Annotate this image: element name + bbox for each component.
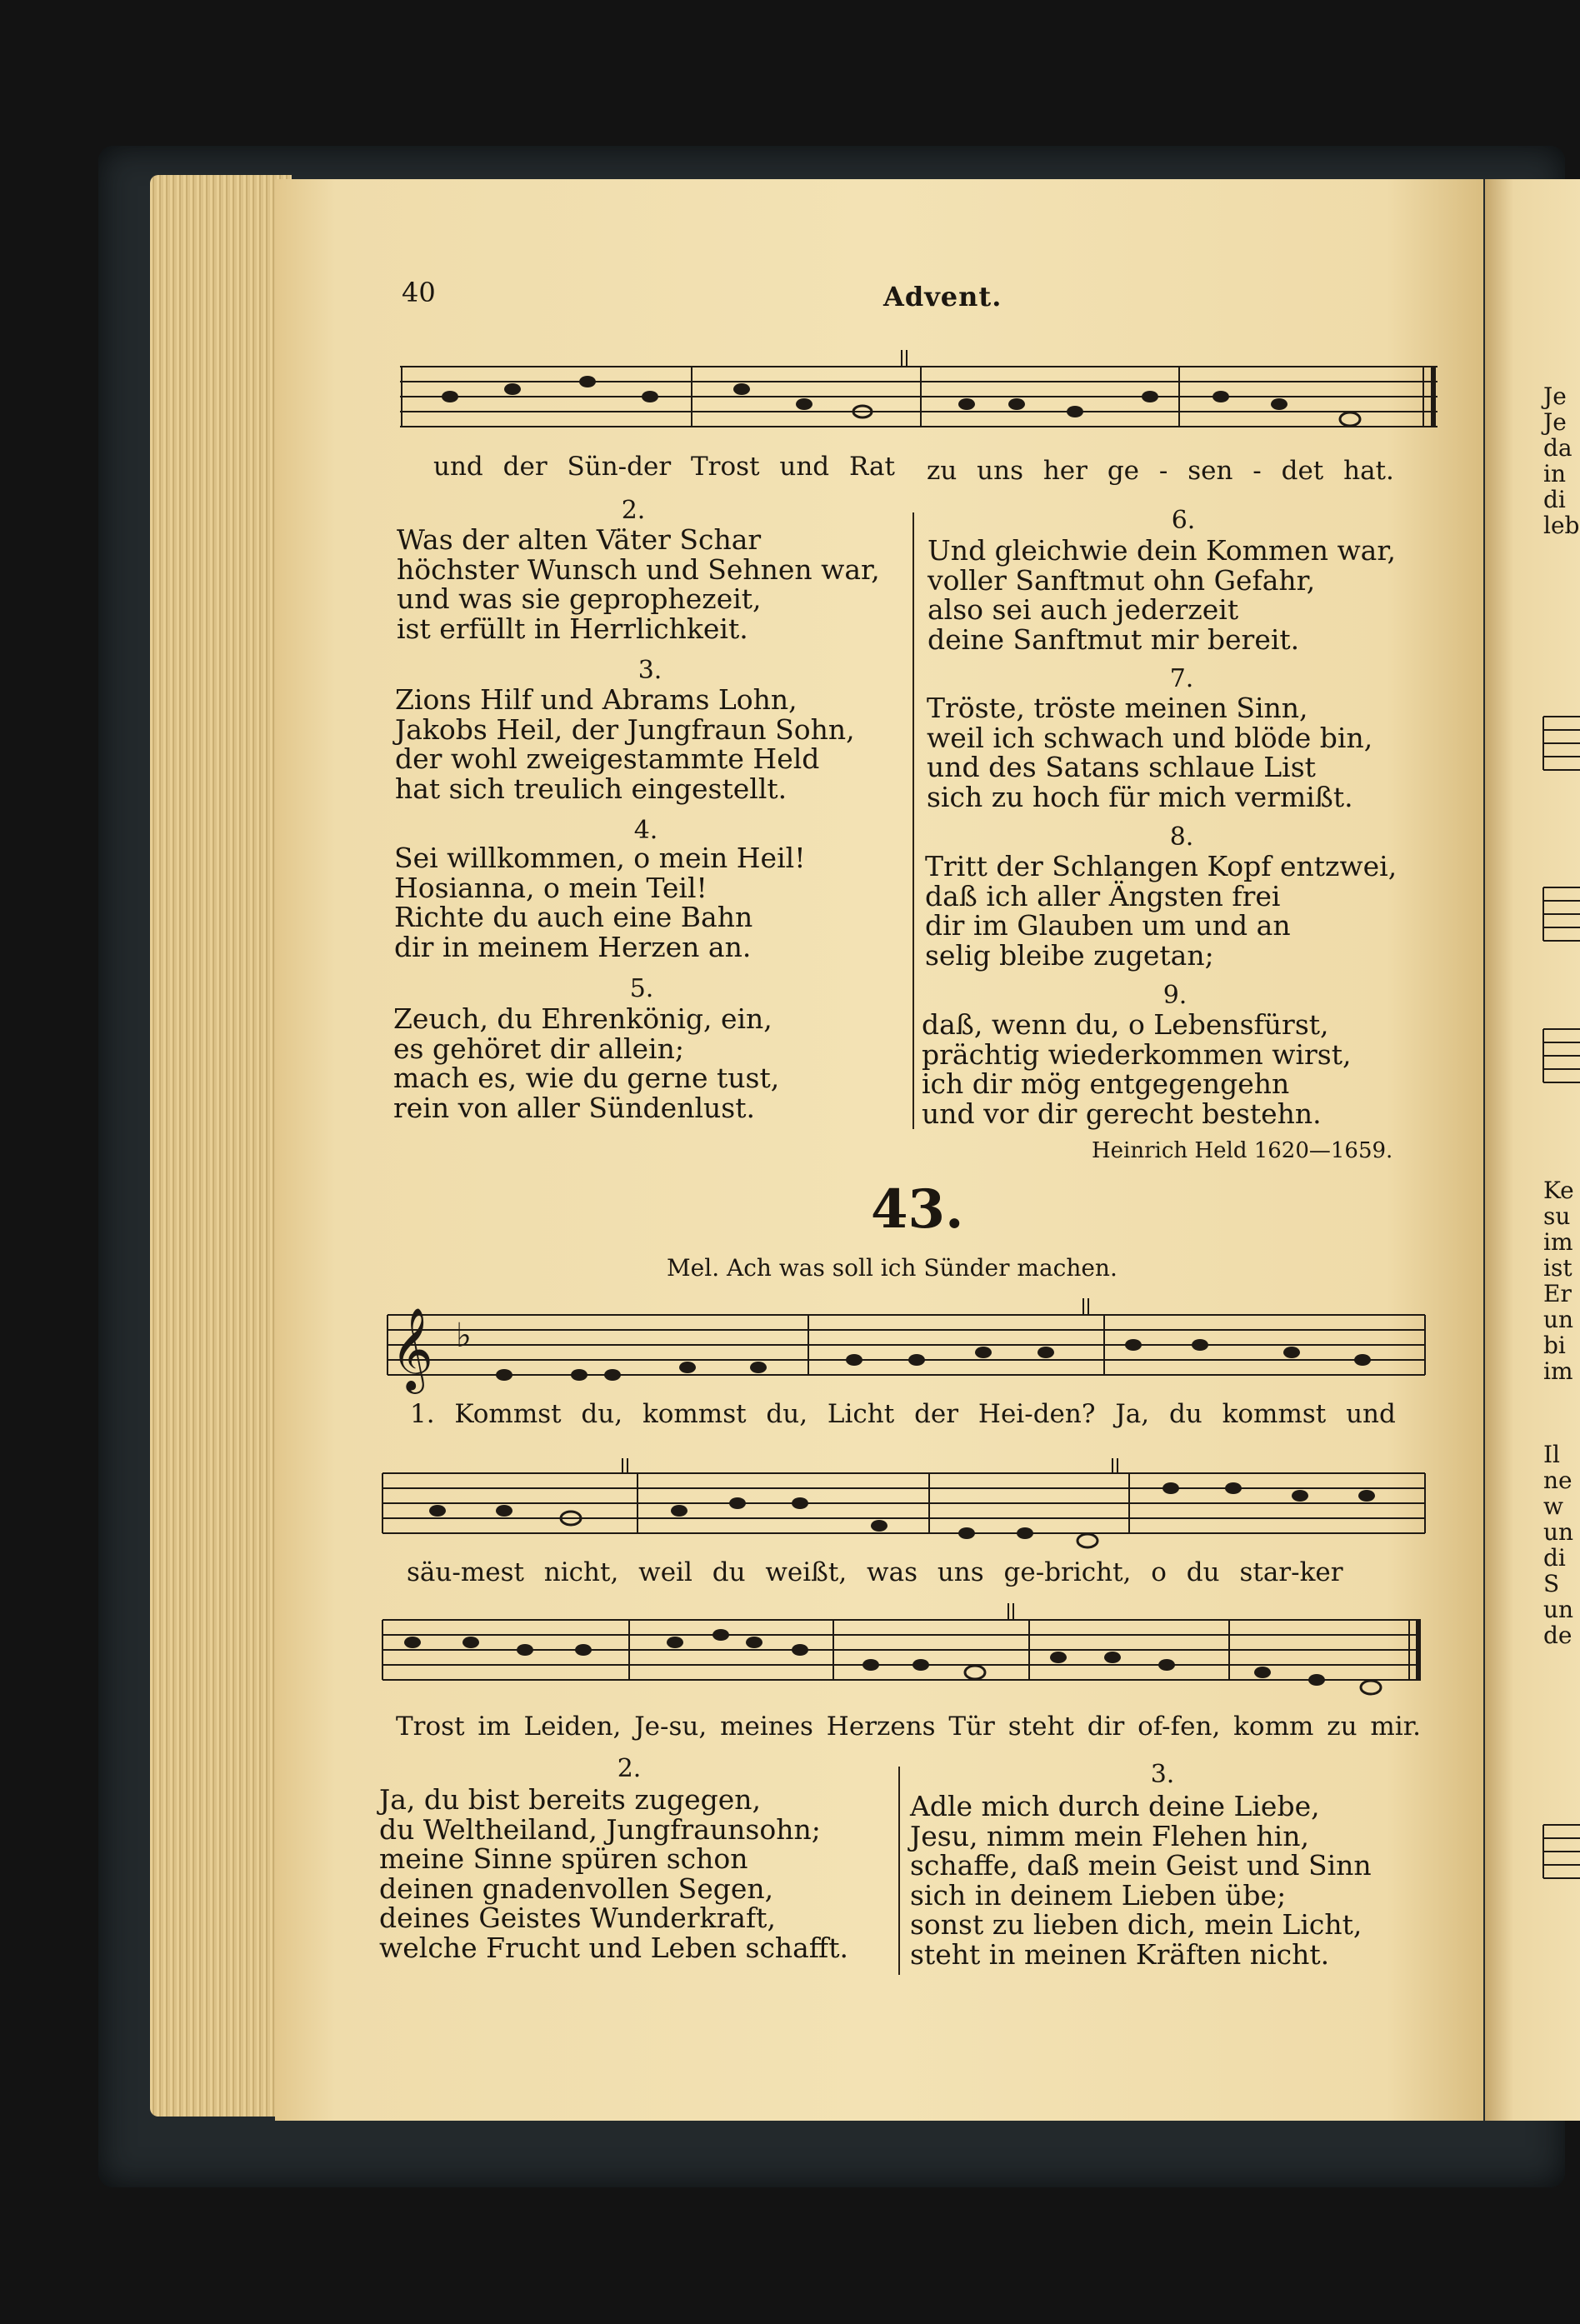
verse-number: 2.	[621, 496, 646, 525]
hymn-number: 43.	[871, 1178, 964, 1241]
lyric-hymn43-line1: 1. Kommst du, kommst du, Licht der Hei-den? Ja, du kommst und	[410, 1399, 1396, 1429]
verse-3: Zions Hilf und Abrams Lohn, Jakobs Heil, der Jungfraun Sohn, der wohl zweigestammte Held hat sich treulich eingestellt.	[395, 683, 855, 805]
music-staff-hymn42	[400, 350, 1442, 450]
verse-number: 5.	[629, 974, 654, 1003]
facing-page-staff	[1542, 1817, 1580, 1908]
svg-text:♭: ♭	[456, 1317, 472, 1355]
verse-number: 8.	[1169, 822, 1194, 852]
verse-number: 7.	[1169, 664, 1194, 693]
hymn43-verse-3: Adle mich durch deine Liebe, Jesu, nimm mein Flehen hin, schaffe, daß mein Geist und Sinn sich in deinem Lieben übe; sonst zu lieben dich, mein Licht, steht in meinen Kräften nicht.	[910, 1790, 1372, 1971]
facing-page-text-3: Il ne w un di S un de	[1543, 1441, 1574, 1649]
verse-number: 3.	[638, 656, 662, 685]
column-divider	[912, 512, 914, 1129]
verse-7: Tröste, tröste meinen Sinn, weil ich schwach und blöde bin, und des Satans schlaue List sich zu hoch für mich vermißt.	[927, 692, 1373, 813]
melody-reference: Mel. Ach was soll ich Sünder machen.	[667, 1254, 1118, 1282]
facing-page-staves	[1542, 700, 1580, 1000]
facing-page-text-1: Je Je da in di leb	[1543, 382, 1580, 539]
verse-4: Sei willkommen, o mein Heil! Hosianna, o mein Teil! Richte du auch eine Bahn dir in meinem Herzen an.	[394, 842, 806, 963]
column-divider	[898, 1767, 900, 1975]
page-header: Advent.	[883, 281, 1002, 312]
lyric-hymn43-line2: säu-mest nicht, weil du weißt, was uns ge-bricht, o du star-ker	[407, 1557, 1343, 1587]
verse-number: 9.	[1162, 981, 1188, 1010]
facing-page-text-2: Ke su im ist Er un bi im	[1543, 1177, 1574, 1385]
lyric-hymn42-right: zu uns her ge - sen - det hat.	[927, 456, 1394, 486]
verse-9: daß, wenn du, o Lebensfürst, prächtig wiederkommen wirst, ich dir mög entgegengehn und vor dir gerecht bestehn.	[922, 1008, 1352, 1130]
verse-6: Und gleichwie dein Kommen war, voller Sanftmut ohn Gefahr, also sei auch jederzeit deine Sanftmut mir bereit.	[928, 534, 1396, 656]
lyric-hymn43-line3: Trost im Leiden, Je-su, meines Herzens Tür steht dir of-fen, komm zu mir.	[396, 1712, 1421, 1742]
music-staff-hymn43-line3	[379, 1600, 1429, 1700]
facing-page-staff	[1542, 1017, 1580, 1108]
verse-number: 3.	[1150, 1760, 1175, 1789]
verse-2: Was der alten Väter Schar höchster Wunsch und Sehnen war, und was sie geprophezeit, ist erfüllt in Herrlichkeit.	[397, 523, 880, 645]
music-staff-hymn43-line2	[379, 1458, 1429, 1558]
verse-number: 4.	[633, 816, 658, 845]
verse-number: 2.	[617, 1754, 642, 1783]
page-edges	[150, 175, 292, 2117]
verse-8: Tritt der Schlangen Kopf entzwei, daß ich aller Ängsten frei dir im Glauben um und an selig bleibe zugetan;	[925, 850, 1398, 972]
page-number: 40	[402, 277, 436, 308]
verse-number: 6.	[1171, 506, 1196, 535]
music-staff-hymn43-line1	[379, 1290, 1429, 1398]
verse-5: Zeuch, du Ehrenkönig, ein, es gehöret dir allein; mach es, wie du gerne tust, rein von aller Sündenlust.	[393, 1002, 780, 1124]
author-credit: Heinrich Held 1620—1659.	[1092, 1138, 1393, 1163]
hymn43-verse-2: Ja, du bist bereits zugegen, du Weltheiland, Jungfraunsohn; meine Sinne spüren schon deinen gnadenvollen Segen, deines Geistes Wunderkraft, welche Frucht und Leben schafft.	[379, 1783, 848, 1964]
svg-text:𝄞: 𝄞	[391, 1307, 433, 1391]
lyric-hymn42-left: und der Sün-der Trost und Rat	[433, 452, 895, 482]
